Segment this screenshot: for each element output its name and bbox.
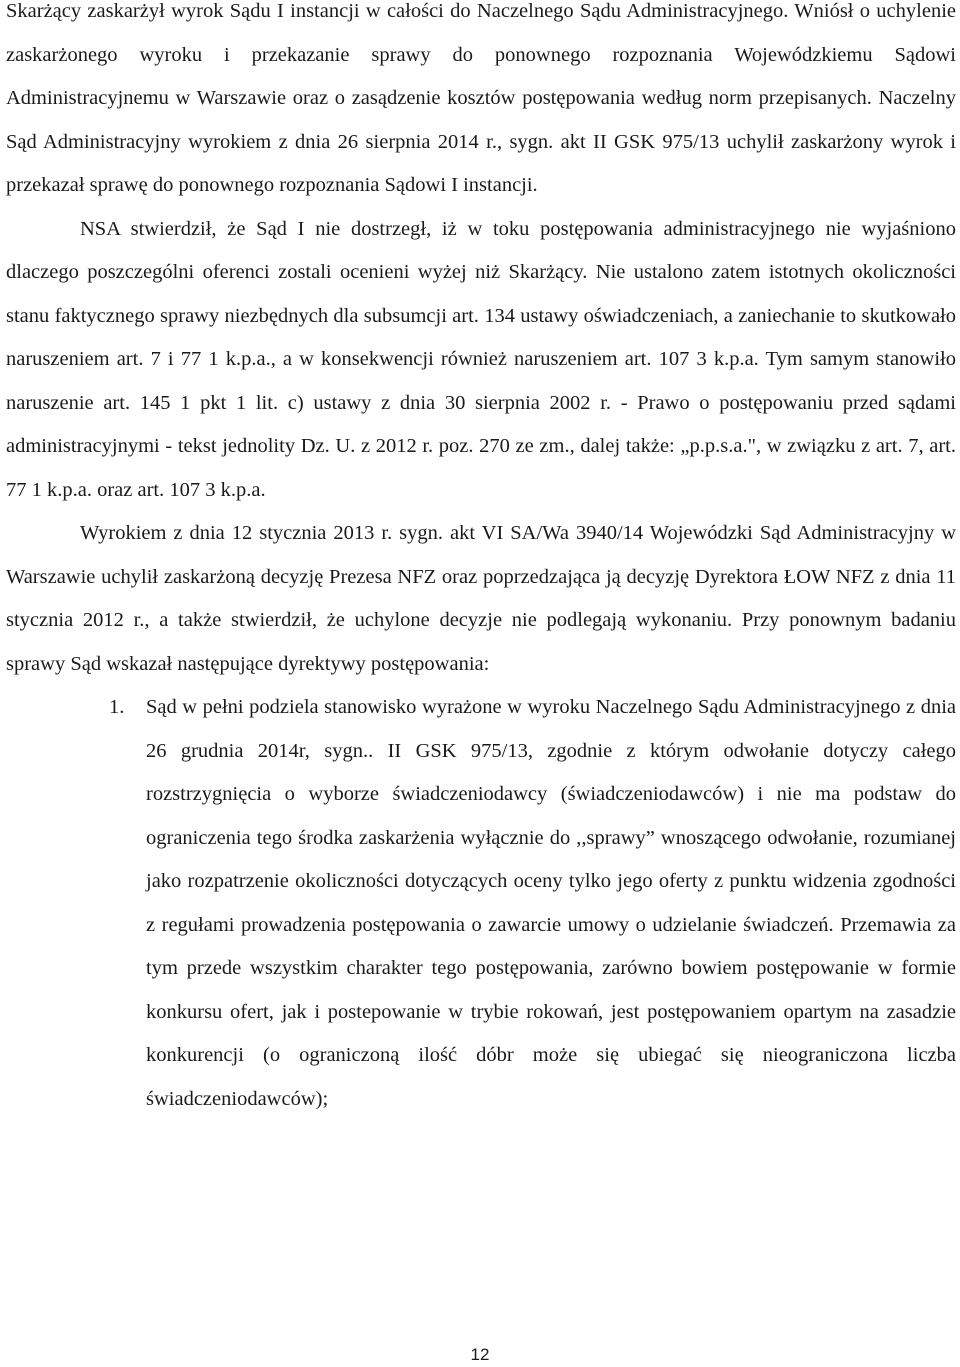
- directives-list: [6, 686, 956, 1121]
- paragraph-wsa-judgment: Wyrokiem z dnia 12 stycznia 2013 r. sygn. akt VI SA/Wa 3940/14 Wojewódzki Sąd Administracyjny w Warszawie uchylił zaskarżoną decyzję Prezesa NFZ oraz poprzedzająca ją decyzję Dyrektora ŁOW NFZ z dnia 11 stycznia 2012 r., a także stwierdził, że uchylone decyzje nie podlegają wykonaniu. Przy ponownym badaniu sprawy Sąd wskazał następujące dyrektywy postępowania:: [6, 522, 956, 675]
- list-item-number: 1.: [109, 696, 125, 718]
- paragraph-appeal: Skarżący zaskarżył wyrok Sądu I instancji w całości do Naczelnego Sądu Administracyjnego. Wniósł o uchylenie zaskarżonego wyroku i przekazanie sprawy do ponownego rozpoznania Wojewódzkiemu Sądowi Administracyjnemu w Warszawie oraz o zasądzenie kosztów postępowania według norm przepisanych. Naczelny Sąd Administracyjny wyrokiem z dnia 26 sierpnia 2014 r., sygn. akt II GSK 975/13 uchylił zaskarżony wyrok i przekazał sprawę do ponownego rozpoznania Sądowi I instancji.: [6, 0, 956, 196]
- page-number: 12: [470, 1345, 490, 1364]
- document-page: [6, 0, 956, 1121]
- list-item-text: Sąd w pełni podziela stanowisko wyrażone w wyroku Naczelnego Sądu Administracyjnego z dnia 26 grudnia 2014r, sygn.. II GSK 975/13, zgodnie z którym odwołanie dotyczy całego rozstrzygnięcia o wyborze świadczeniodawcy (świadczeniodawców) i nie ma podstaw do ograniczenia tego środka zaskarżenia wyłącznie do ,,sprawy” wnoszącego odwołanie, rozumianej jako rozpatrzenie okoliczności dotyczących oceny tylko jego oferty z punktu widzenia zgodności z regułami prowadzenia postępowania o zawarcie umowy o udzielanie świadczeń. Przemawia za tym przede wszystkim charakter tego postępowania, zarówno bowiem postępowanie w formie konkursu ofert, jak i postepowanie w trybie rokowań, jest postępowaniem opartym na zasadzie konkurencji (o ograniczoną ilość dóbr może się ubiegać się nieograniczona liczba świadczeniodawców);: [146, 696, 956, 1110]
- list-item: [6, 686, 956, 1121]
- paragraph-nsa-findings: NSA stwierdził, że Sąd I nie dostrzegł, iż w toku postępowania administracyjnego nie wyjaśniono dlaczego poszczególni oferenci zostali ocenieni wyżej niż Skarżący. Nie ustalono zatem istotnych okoliczności stanu faktycznego sprawy niezbędnych dla subsumcji art. 134 ustawy oświadczeniach, a zaniechanie to skutkowało naruszeniem art. 7 i 77 1 k.p.a., a w konsekwencji również naruszeniem art. 107 3 k.p.a. Tym samym stanowiło naruszenie art. 145 1 pkt 1 lit. c) ustawy z dnia 30 sierpnia 2002 r. - Prawo o postępowaniu przed sądami administracyjnymi - tekst jednolity Dz. U. z 2012 r. poz. 270 ze zm., dalej także: „p.p.s.a.", w związku z art. 7, art. 77 1 k.p.a. oraz art. 107 3 k.p.a.: [6, 217, 956, 501]
